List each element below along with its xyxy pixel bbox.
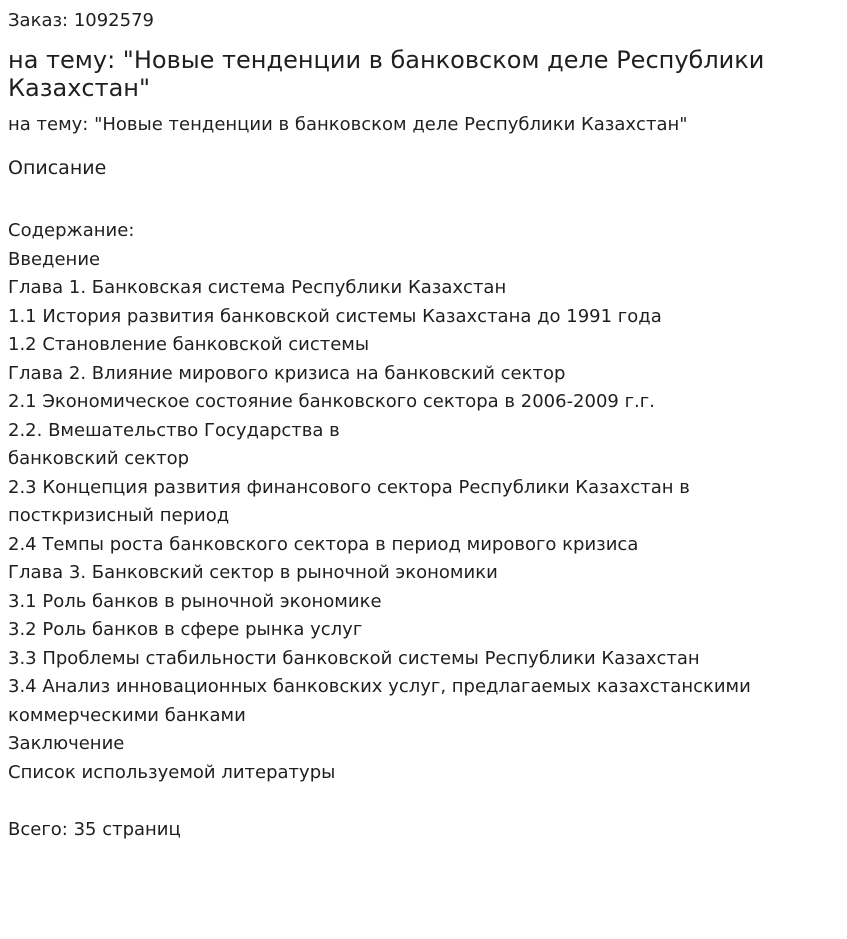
- toc-item: 2.4 Темпы роста банковского сектора в период мирового кризиса: [8, 533, 639, 555]
- toc-item: 1.2 Становление банковской системы: [8, 334, 370, 355]
- toc-item: 3.3 Проблемы стабильности банковской системы Республики Казахстан: [8, 647, 700, 669]
- page-count: Всего: 35 страниц: [8, 818, 181, 840]
- toc-item: 3.4 Анализ инновационных банковских услуг, предлагаемых казахстанскими коммерческими банками: [8, 676, 751, 726]
- toc-item: Заключение: [8, 733, 125, 754]
- toc-item: Список используемой литературы: [8, 761, 336, 783]
- toc-item: 1.1 История развития банковской системы Казахстана до 1991 года: [8, 305, 662, 327]
- toc-item: Введение: [8, 248, 101, 270]
- contents-label: Содержание:: [8, 220, 135, 241]
- toc-item: 2.1 Экономическое состояние банковского сектора в 2006-2009 г.г.: [8, 391, 655, 412]
- toc-item: Глава 1. Банковская система Республики Казахстан: [8, 277, 507, 298]
- page-title: на тему: "Новые тенденции в банковском деле Республики Казахстан": [8, 46, 765, 102]
- toc-item: Глава 3. Банковский сектор в рыночной экономики: [8, 562, 498, 583]
- subtitle: на тему: "Новые тенденции в банковском деле Республики Казахстан": [8, 114, 688, 135]
- toc-item: 3.2 Роль банков в сфере рынка услуг: [8, 619, 363, 640]
- toc-item: Глава 2. Влияние мирового кризиса на банковский сектор: [8, 362, 566, 384]
- toc-item: 2.2. Вмешательство Государства в банковский сектор: [8, 419, 340, 469]
- contents-list: [8, 246, 818, 788]
- toc-item: 2.3 Концепция развития финансового сектора Республики Казахстан в посткризисный период: [8, 476, 690, 526]
- description-heading: Описание: [8, 157, 107, 179]
- order-number: Заказ: 1092579: [8, 10, 154, 31]
- toc-item: 3.1 Роль банков в рыночной экономике: [8, 590, 382, 612]
